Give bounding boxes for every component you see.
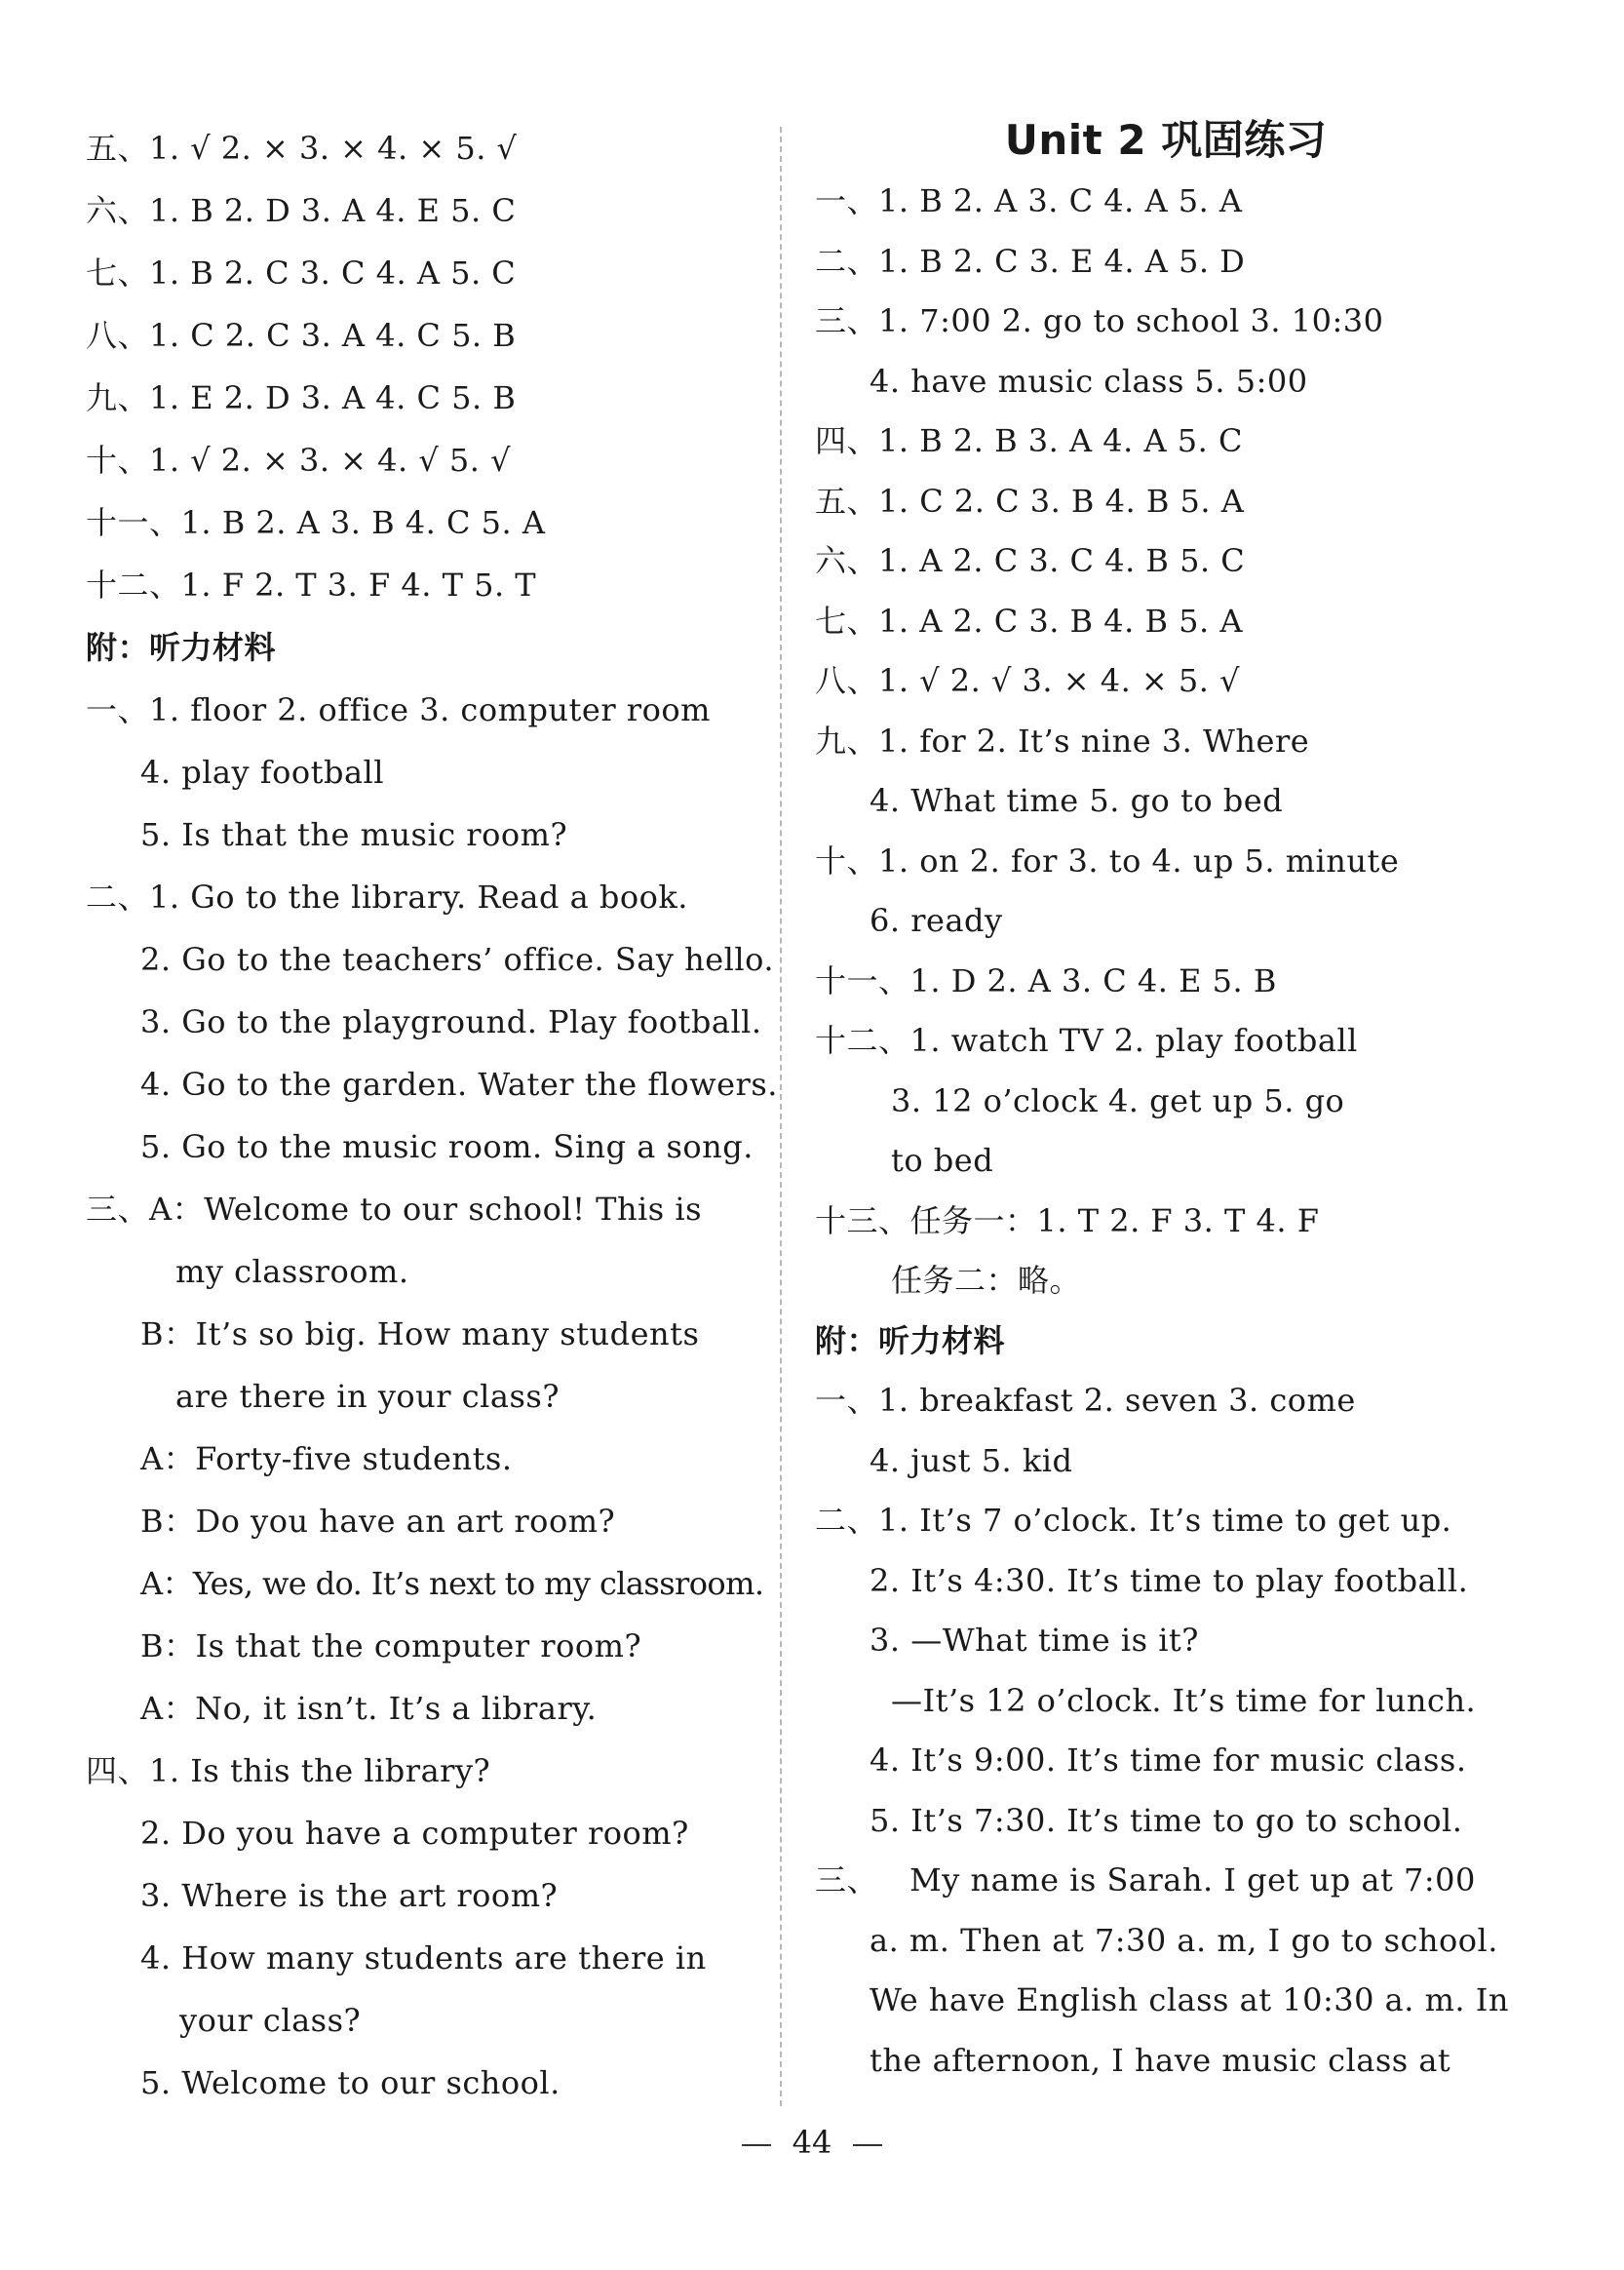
listening-material-heading: 附：听力材料 <box>86 629 277 666</box>
passage-line: 三、 My name is Sarah. I get up at 7:00 <box>815 1861 1476 1898</box>
answer-line: 3. Where is the art room? <box>140 1877 559 1914</box>
answer-line: 4. What time 5. go to bed <box>870 782 1284 819</box>
answer-line: 一、1. B 2. A 3. C 4. A 5. A <box>815 182 1243 219</box>
answer-line: 十三、任务一：1. T 2. F 3. T 4. F <box>815 1201 1320 1239</box>
unit-title: Unit 2 巩固练习 <box>1004 116 1328 164</box>
dialogue-line: are there in your class? <box>175 1378 560 1415</box>
answer-line: 十二、1. F 2. T 3. F 4. T 5. T <box>86 567 537 604</box>
answer-line: 六、1. A 2. C 3. C 4. B 5. C <box>815 542 1246 579</box>
answer-line: 二、1. It’s 7 o’clock. It’s time to get up. <box>815 1502 1452 1539</box>
dialogue-line: B：Is that the computer room? <box>140 1627 642 1664</box>
answer-line: 五、1. C 2. C 3. B 4. B 5. A <box>815 482 1245 520</box>
answer-line: 一、1. breakfast 2. seven 3. come <box>815 1382 1356 1419</box>
answer-line: 四、1. Is this the library? <box>86 1752 491 1789</box>
passage-line: the afternoon, I have music class at <box>870 2041 1451 2079</box>
answer-line: 4. Go to the garden. Water the flowers. <box>140 1066 778 1103</box>
answer-line: 2. Go to the teachers’ office. Say hello. <box>140 941 775 978</box>
page-number: 44 <box>792 2124 832 2161</box>
dialogue-line: A：Forty-five students. <box>140 1440 513 1477</box>
answer-line: 3. 12 o’clock 4. get up 5. go <box>891 1081 1345 1119</box>
answer-line: 4. It’s 9:00. It’s time for music class. <box>870 1742 1467 1779</box>
dialogue-line: my classroom. <box>175 1253 409 1290</box>
page-footer <box>0 2124 1624 2161</box>
passage-line: a. m. Then at 7:30 a. m, I go to school. <box>870 1921 1498 1959</box>
left-column <box>86 117 778 2114</box>
column-divider <box>780 127 782 2106</box>
answer-line: 6. ready <box>870 902 1003 939</box>
answer-line: 五、1. √ 2. × 3. × 4. × 5. √ <box>86 130 518 167</box>
answer-line: 十、1. √ 2. × 3. × 4. √ 5. √ <box>86 442 512 479</box>
answer-line: 5. Is that the music room? <box>140 816 568 853</box>
answer-line: 二、1. Go to the library. Read a book. <box>86 879 688 916</box>
answer-line: 2. Do you have a computer room? <box>140 1815 689 1852</box>
answer-line: 5. Go to the music room. Sing a song. <box>140 1128 754 1165</box>
answer-line: 三、1. 7:00 2. go to school 3. 10:30 <box>815 302 1384 339</box>
answer-line: 4. have music class 5. 5:00 <box>870 362 1308 400</box>
footer-dash-left <box>742 2144 771 2146</box>
answer-line: 十、1. on 2. for 3. to 4. up 5. minute <box>815 841 1400 880</box>
listening-material-heading: 附：听力材料 <box>815 1321 1006 1359</box>
answer-line: 5. It’s 7:30. It’s time to go to school. <box>870 1801 1463 1839</box>
dialogue-line: B：It’s so big. How many students <box>140 1315 700 1352</box>
answer-line: 3. —What time is it? <box>870 1622 1199 1659</box>
answer-line: 七、1. B 2. C 3. C 4. A 5. C <box>86 254 517 292</box>
answer-line: 4. play football <box>140 754 385 791</box>
answer-line: 4. just 5. kid <box>870 1441 1073 1479</box>
answer-line: 十一、1. D 2. A 3. C 4. E 5. B <box>815 961 1277 999</box>
answer-line: —It’s 12 o’clock. It’s time for lunch. <box>891 1681 1477 1719</box>
answer-line: 任务二：略。 <box>891 1262 1082 1299</box>
dialogue-line: A：No, it isn’t. It’s a library. <box>140 1690 598 1727</box>
answer-line: 七、1. A 2. C 3. B 4. B 5. A <box>815 602 1243 640</box>
answer-line: 3. Go to the playground. Play football. <box>140 1003 762 1040</box>
answer-line: 十二、1. watch TV 2. play football <box>815 1022 1358 1059</box>
right-column <box>815 117 1517 2091</box>
answer-line: 九、1. E 2. D 3. A 4. C 5. B <box>86 379 517 416</box>
answer-line: your class? <box>179 2002 362 2039</box>
answer-line: to bed <box>891 1142 994 1179</box>
answer-line: 六、1. B 2. D 3. A 4. E 5. C <box>86 192 517 229</box>
passage-line: We have English class at 10:30 a. m. In <box>870 1981 1509 2018</box>
footer-dash-right <box>853 2144 882 2146</box>
answer-line: 4. How many students are there in <box>140 1939 707 1976</box>
dialogue-line: 三、A：Welcome to our school! This is <box>86 1191 703 1228</box>
answer-line: 二、1. B 2. C 3. E 4. A 5. D <box>815 242 1246 280</box>
answer-line: 5. Welcome to our school. <box>140 2064 561 2101</box>
answer-line: 八、1. C 2. C 3. A 4. C 5. B <box>86 317 517 354</box>
answer-line: 一、1. floor 2. office 3. computer room <box>86 691 711 728</box>
answer-line: 九、1. for 2. It’s nine 3. Where <box>815 722 1310 760</box>
answer-line: 四、1. B 2. B 3. A 4. A 5. C <box>815 422 1243 459</box>
answer-line: 八、1. √ 2. √ 3. × 4. × 5. √ <box>815 662 1241 699</box>
dialogue-line: A：Yes, we do. It’s next to my classroom. <box>140 1565 764 1602</box>
answer-line: 十一、1. B 2. A 3. B 4. C 5. A <box>86 504 546 541</box>
dialogue-line: B：Do you have an art room? <box>140 1503 616 1540</box>
answer-line: 2. It’s 4:30. It’s time to play football. <box>870 1561 1469 1599</box>
